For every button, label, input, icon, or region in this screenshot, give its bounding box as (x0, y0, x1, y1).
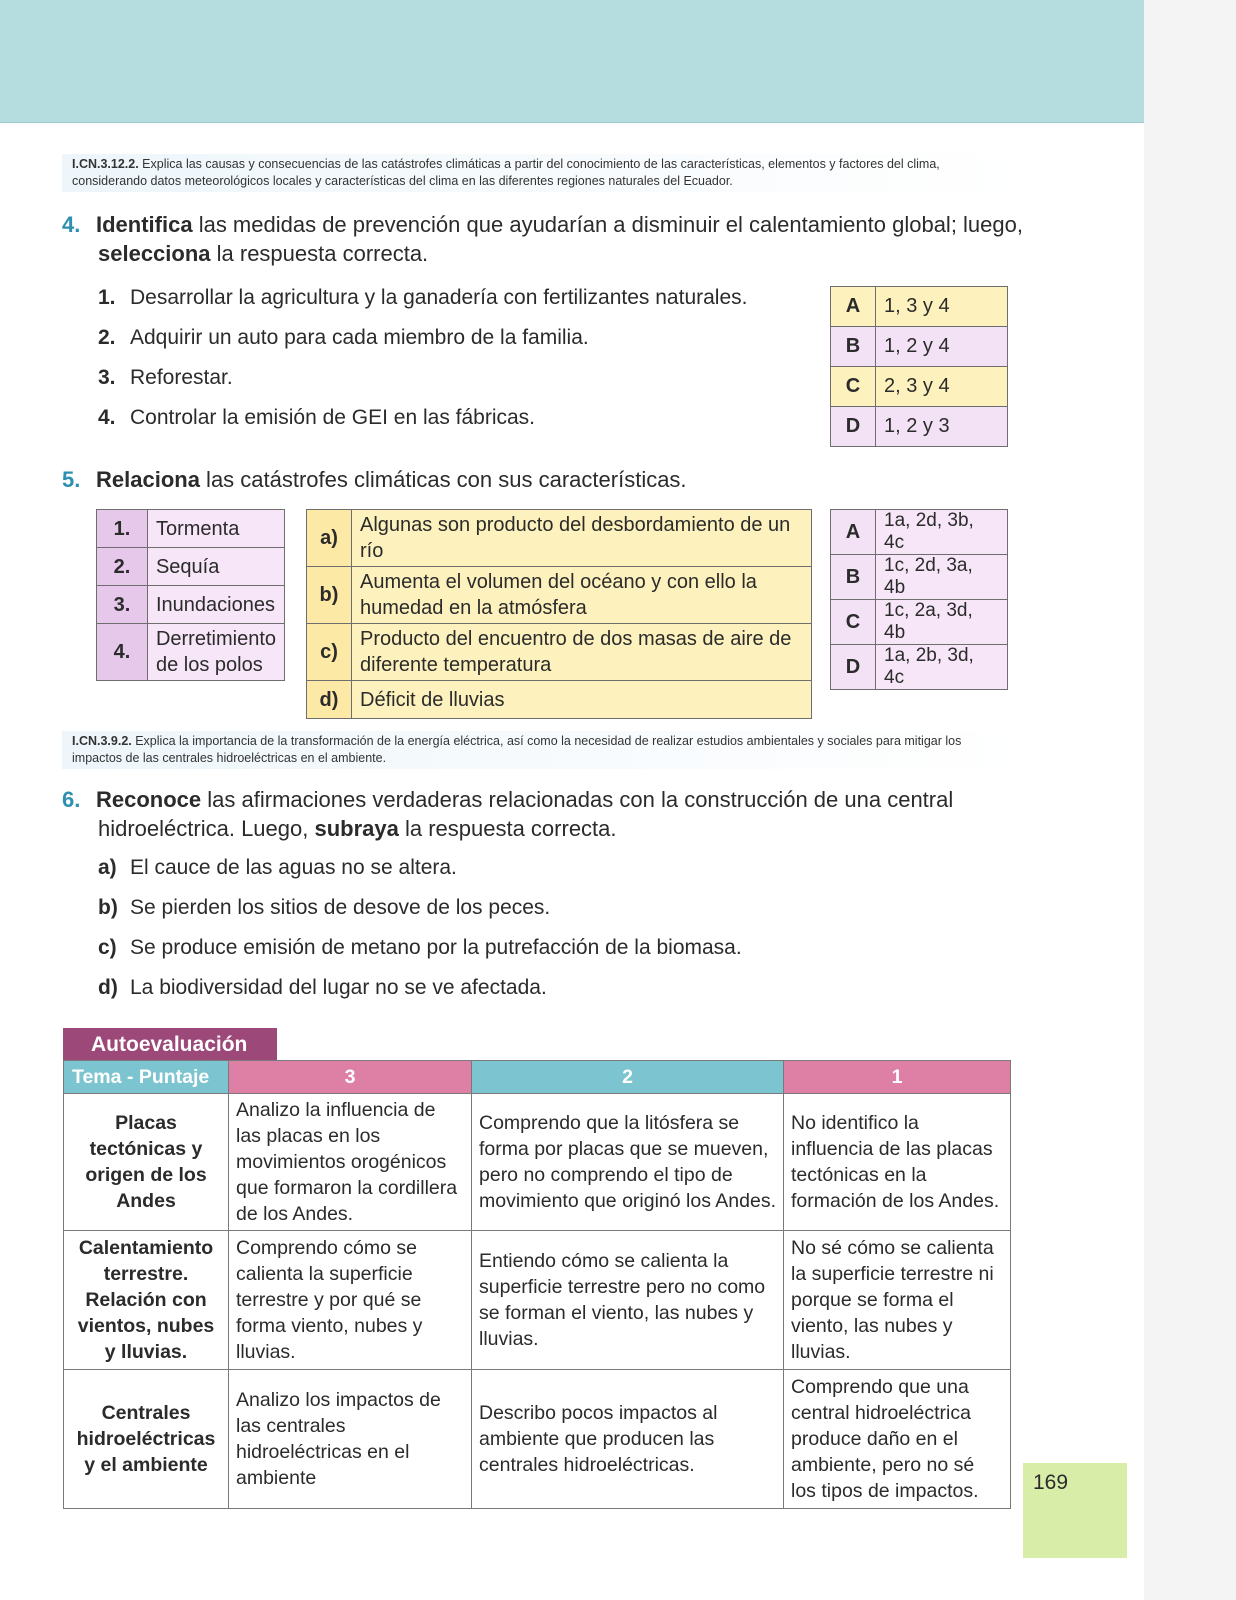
option-key[interactable]: C (831, 600, 876, 645)
q6-statement-list (98, 848, 742, 1008)
q4-item-list (98, 278, 747, 438)
option-key[interactable]: D (831, 407, 876, 447)
table-row (97, 548, 285, 586)
instruction-verb: Identifica (96, 212, 193, 237)
row-topic: Centrales hidroeléctricas y el ambiente (64, 1370, 229, 1509)
item-number: 4. (98, 406, 116, 429)
option-key[interactable]: C (831, 367, 876, 407)
option-row[interactable] (831, 555, 1008, 600)
instruction-text: hidroeléctrica. Luego, (98, 816, 315, 841)
option-row[interactable] (831, 645, 1008, 690)
self-assessment-title: Autoevaluación (63, 1028, 277, 1060)
header-score-2: 2 (472, 1061, 784, 1094)
question-number: 6. (62, 787, 81, 812)
item-number: 1. (98, 286, 116, 309)
instruction-text: la respuesta correcta. (210, 241, 429, 266)
page-edge (1144, 0, 1236, 1600)
row-text: Aumenta el volumen del océano y con ello la humedad en la atmósfera (352, 567, 812, 624)
option-key[interactable]: B (831, 555, 876, 600)
instruction-text: las afirmaciones verdaderas relacionadas con la construcción de una central (201, 787, 954, 812)
indicator-code: I.CN.3.12.2. (72, 157, 139, 171)
row-key: a) (307, 510, 352, 567)
question-4 (62, 210, 1042, 268)
option-value[interactable]: 1c, 2d, 3a, 4b (876, 555, 1008, 600)
indicator-text: Explica las causas y consecuencias de las catástrofes climáticas a partir del conocimiento de las características, elementos y factores del clima, considerando datos meteorológicos locales y características del clima en las diferentes regiones naturales del Ecuador. (72, 157, 940, 188)
cell-score-3[interactable]: Comprendo cómo se calienta la superficie terrestre y por qué se forma viento, nubes y lluvias. (229, 1231, 472, 1370)
q4-options-table (830, 286, 1008, 447)
row-key: c) (307, 624, 352, 681)
table-row (97, 586, 285, 624)
disasters-table (96, 509, 285, 681)
instruction-text: la respuesta correcta. (398, 816, 617, 841)
option-row[interactable] (831, 287, 1008, 327)
option-key[interactable]: D (831, 645, 876, 690)
instruction-text: las catástrofes climáticas con sus características. (199, 467, 687, 492)
cell-score-2[interactable]: Describo pocos impactos al ambiente que producen las centrales hidroeléctricas. (472, 1370, 784, 1509)
option-value[interactable]: 1, 3 y 4 (876, 287, 1008, 327)
cell-score-2[interactable]: Comprendo que la litósfera se forma por placas que se mueven, pero no comprendo el tipo de movimiento que originó los Andes. (472, 1094, 784, 1231)
item-text: Controlar la emisión de GEI en las fábricas. (130, 406, 536, 429)
indicator-1 (62, 154, 1022, 192)
header-score-3: 3 (229, 1061, 472, 1094)
list-item (98, 278, 747, 318)
row-text: Inundaciones (147, 586, 284, 624)
row-number: 2. (97, 548, 148, 586)
item-text[interactable]: El cauce de las aguas no se altera. (130, 856, 457, 879)
question-6 (62, 785, 1042, 843)
option-value[interactable]: 1, 2 y 4 (876, 327, 1008, 367)
cell-score-3[interactable]: Analizo la influencia de las placas en los movimientos orogénicos que formaron la cordillera de los Andes. (229, 1094, 472, 1231)
cell-score-2[interactable]: Entiendo cómo se calienta la superficie terrestre pero no como se forman el viento, las nubes y lluvias. (472, 1231, 784, 1370)
cell-score-1[interactable]: No identifico la influencia de las placas tectónicas en la formación de los Andes. (784, 1094, 1011, 1231)
row-key: b) (307, 567, 352, 624)
table-row (307, 567, 812, 624)
list-item (98, 398, 747, 438)
row-text: Sequía (147, 548, 284, 586)
item-text[interactable]: Se pierden los sitios de desove de los peces. (130, 896, 551, 919)
header-topic: Tema - Puntaje (64, 1061, 229, 1094)
cell-score-1[interactable]: No sé cómo se calienta la superficie terrestre ni porque se forma el viento, las nubes y lluvias. (784, 1231, 1011, 1370)
indicator-2 (62, 731, 1022, 769)
row-text: Tormenta (147, 510, 284, 548)
row-key: d) (307, 681, 352, 719)
statement-item[interactable] (98, 968, 742, 1008)
cell-score-3[interactable]: Analizo los impactos de las centrales hidroeléctricas en el ambiente (229, 1370, 472, 1509)
table-row (307, 510, 812, 567)
table-row (64, 1370, 1011, 1509)
statement-item[interactable] (98, 928, 742, 968)
question-number: 5. (62, 467, 81, 492)
row-text: Déficit de lluvias (352, 681, 812, 719)
item-letter: c) (98, 936, 117, 959)
q5-options-table (830, 509, 1008, 690)
cell-score-1[interactable]: Comprendo que una central hidroeléctrica produce daño en el ambiente, pero no sé los tipos de impactos. (784, 1370, 1011, 1509)
item-letter: b) (98, 896, 118, 919)
item-text[interactable]: La biodiversidad del lugar no se ve afectada. (130, 976, 547, 999)
row-topic: Calentamiento terrestre. Relación con vientos, nubes y lluvias. (64, 1231, 229, 1370)
table-row (97, 510, 285, 548)
list-item (98, 358, 747, 398)
page-number: 169 (1023, 1463, 1127, 1558)
table-header-row (64, 1061, 1011, 1094)
question-number: 4. (62, 212, 81, 237)
option-value[interactable]: 1a, 2d, 3b, 4c (876, 510, 1008, 555)
row-number: 4. (97, 624, 148, 681)
option-key[interactable]: B (831, 327, 876, 367)
option-value[interactable]: 1c, 2a, 3d, 4b (876, 600, 1008, 645)
option-row[interactable] (831, 367, 1008, 407)
indicator-text: Explica la importancia de la transformación de la energía eléctrica, así como la necesidad de realizar estudios ambientales y sociales para mitigar los impactos de las centrales hidroeléctricas en el ambiente. (72, 734, 962, 765)
header-score-1: 1 (784, 1061, 1011, 1094)
option-row[interactable] (831, 407, 1008, 447)
item-number: 2. (98, 326, 116, 349)
statement-item[interactable] (98, 888, 742, 928)
item-text[interactable]: Se produce emisión de metano por la putrefacción de la biomasa. (130, 936, 742, 959)
item-text: Desarrollar la agricultura y la ganadería con fertilizantes naturales. (130, 286, 748, 309)
statement-item[interactable] (98, 848, 742, 888)
item-text: Adquirir un auto para cada miembro de la familia. (130, 326, 589, 349)
characteristics-table (306, 509, 812, 719)
table-row (64, 1094, 1011, 1231)
row-text: Derretimiento de los polos (147, 624, 284, 681)
item-letter: a) (98, 856, 117, 879)
indicator-code: I.CN.3.9.2. (72, 734, 132, 748)
option-row[interactable] (831, 510, 1008, 555)
option-row[interactable] (831, 600, 1008, 645)
list-item (98, 318, 747, 358)
option-key[interactable]: A (831, 510, 876, 555)
item-text: Reforestar. (130, 366, 233, 389)
instruction-verb: selecciona (98, 241, 211, 266)
item-number: 3. (98, 366, 116, 389)
option-row[interactable] (831, 327, 1008, 367)
table-row (97, 624, 285, 681)
row-number: 1. (97, 510, 148, 548)
instruction-verb: Reconoce (96, 787, 202, 812)
option-key[interactable]: A (831, 287, 876, 327)
question-5 (62, 465, 1042, 494)
instruction-verb: Relaciona (96, 467, 200, 492)
table-row (307, 681, 812, 719)
table-row (64, 1231, 1011, 1370)
row-topic: Placas tectónicas y origen de los Andes (64, 1094, 229, 1231)
row-text: Algunas son producto del desbordamiento de un río (352, 510, 812, 567)
row-text: Producto del encuentro de dos masas de aire de diferente temperatura (352, 624, 812, 681)
instruction-verb: subraya (314, 816, 399, 841)
option-value[interactable]: 1a, 2b, 3d, 4c (876, 645, 1008, 690)
self-assessment-table (63, 1060, 1011, 1509)
option-value[interactable]: 2, 3 y 4 (876, 367, 1008, 407)
item-letter: d) (98, 976, 118, 999)
table-row (307, 624, 812, 681)
top-color-band (0, 0, 1144, 123)
row-number: 3. (97, 586, 148, 624)
option-value[interactable]: 1, 2 y 3 (876, 407, 1008, 447)
instruction-text: las medidas de prevención que ayudarían a disminuir el calentamiento global; luego, (192, 212, 1023, 237)
